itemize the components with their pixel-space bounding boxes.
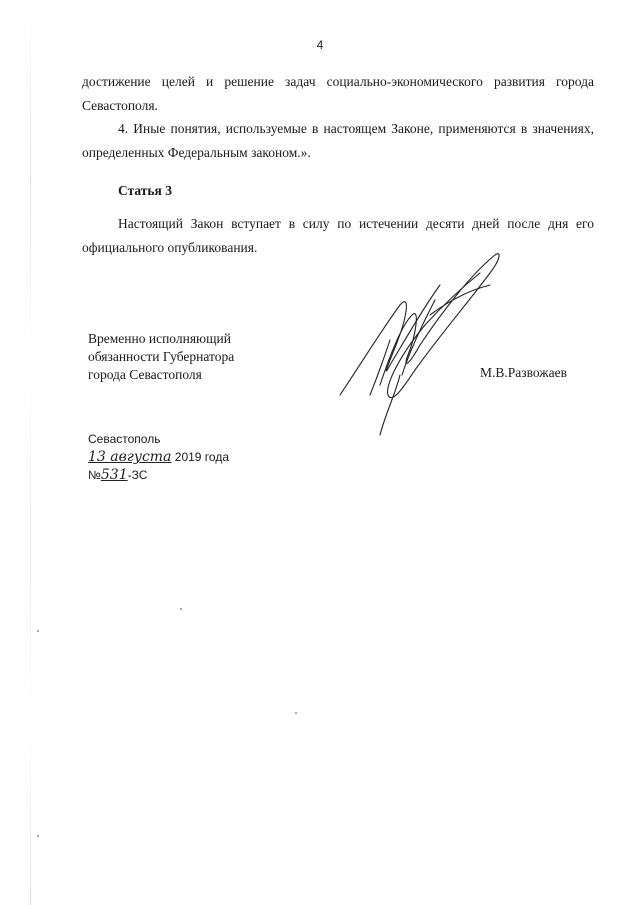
- signatory-name: М.В.Развожаев: [480, 365, 567, 380]
- article-heading: Статья 3: [118, 183, 172, 198]
- number-handwritten: 531: [100, 467, 128, 483]
- date-year: 2019 года: [174, 450, 229, 464]
- paragraph-continuation: достижение целей и решение задач социально-экономического развития города Севастополя.: [82, 74, 594, 113]
- handwritten-signature: [330, 245, 510, 445]
- city: Севастополь: [88, 432, 161, 446]
- page-number: 4: [316, 38, 324, 52]
- date-line: [88, 448, 229, 466]
- date-handwritten: 13 августа: [88, 449, 172, 465]
- paragraph-item-4: 4. Иные понятия, используемые в настоящем Законе, применяются в значениях, определенных Федеральным законом.».: [82, 121, 594, 160]
- number-prefix: №: [88, 468, 101, 482]
- scan-speck: [37, 835, 39, 837]
- signatory-line-3: города Севастополя: [88, 367, 202, 382]
- scan-speck: [295, 712, 297, 714]
- place-and-date: [88, 430, 229, 484]
- paragraph-article-3: Настоящий Закон вступает в силу по истечении десяти дней после дня его официального опубликования.: [82, 216, 594, 255]
- scan-speck: [37, 630, 39, 632]
- number-suffix: -ЗС: [127, 468, 148, 482]
- scan-edge-line: [30, 0, 31, 905]
- scan-speck: [180, 608, 182, 610]
- signatory-line-2: обязанности Губернатора: [88, 349, 235, 364]
- number-line: [88, 466, 229, 484]
- signatory-line-1: Временно исполняющий: [88, 331, 231, 346]
- signatory-title: [88, 330, 234, 384]
